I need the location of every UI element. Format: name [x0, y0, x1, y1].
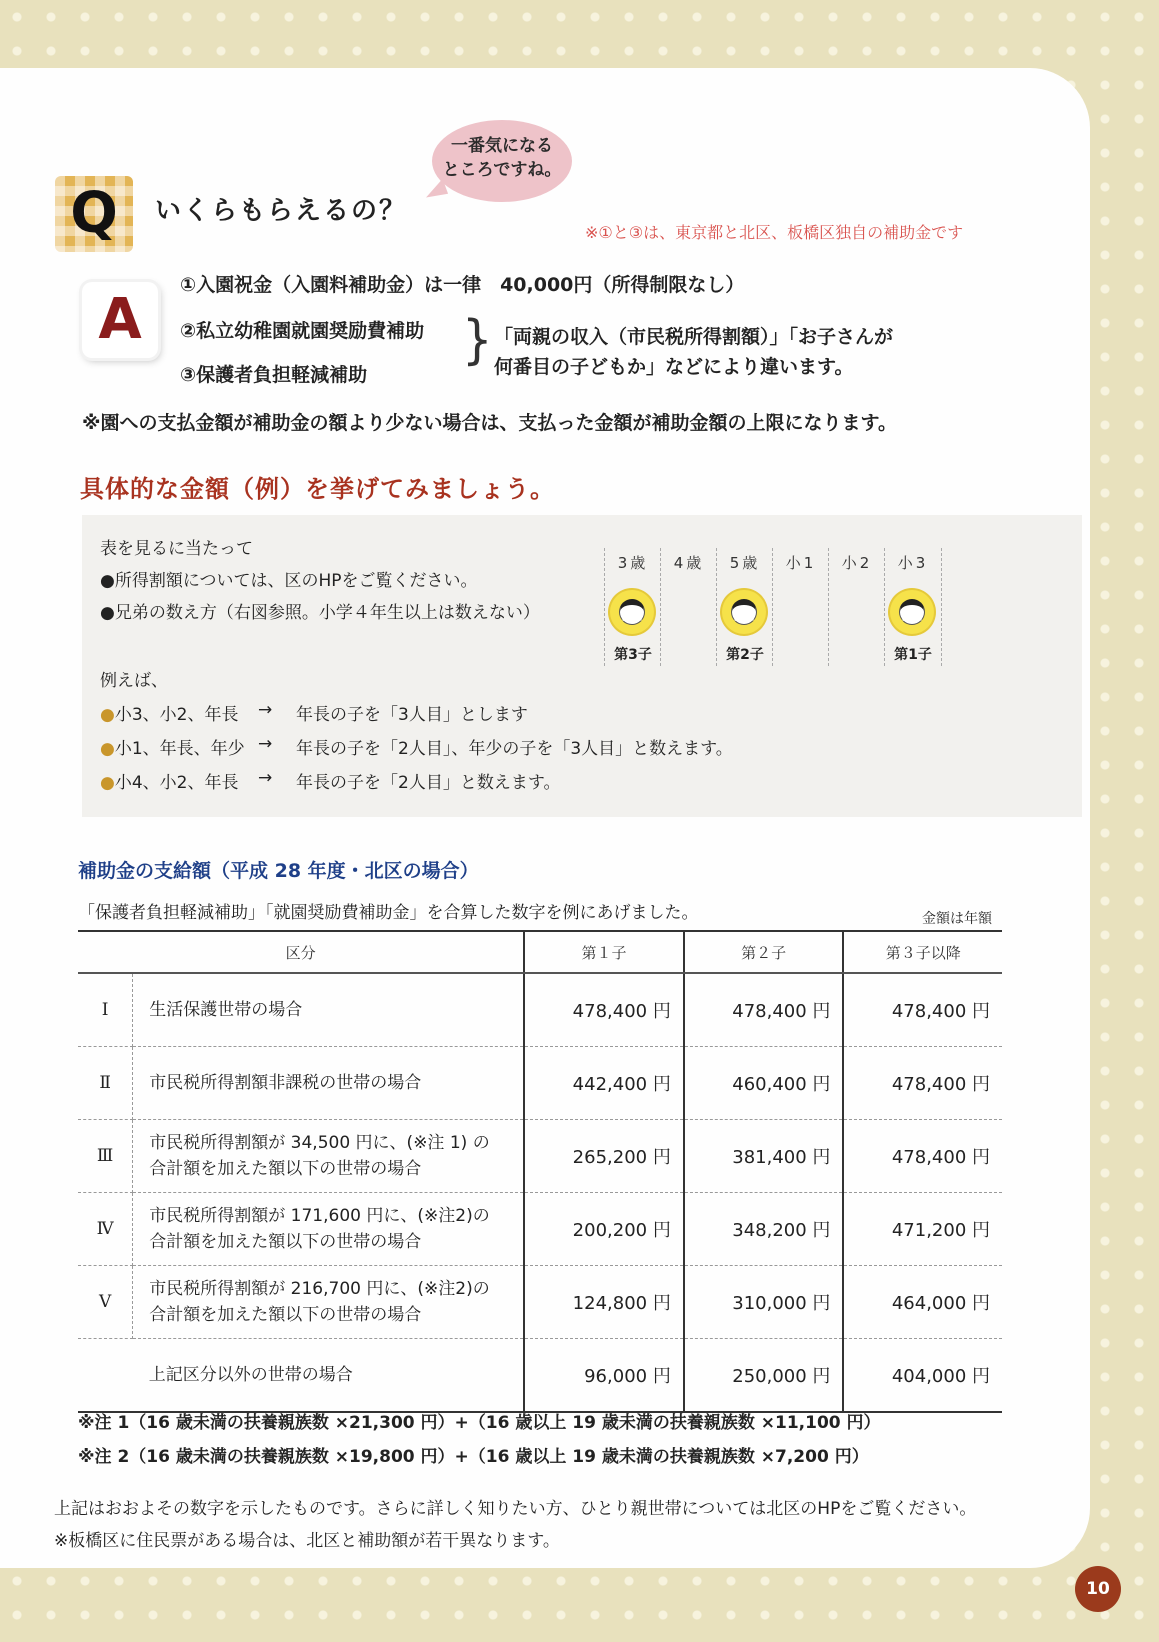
value-second-child: 478,400 円	[684, 973, 844, 1047]
row-number: Ⅱ	[78, 1047, 133, 1120]
row-description	[133, 973, 524, 1047]
age-column-5	[716, 548, 773, 666]
table-row	[78, 1047, 1002, 1120]
age-label: 小3	[897, 554, 929, 572]
bubble-line-1: 一番気になる	[451, 136, 553, 156]
case-arrow-3: →	[258, 768, 273, 788]
table-description: 「保護者負担軽減補助」「就園奨励費補助金」を合算した数字を例にあげました。	[78, 903, 699, 923]
case-left-1: 小3、小2、年長	[114, 705, 239, 725]
question-title: いくらもらえるの？	[155, 196, 408, 226]
footnote-2: ※注 2（16 歳未満の扶養親族数 ×19,800 円）+（16 歳以上 19 歳未満の扶養親族数 ×7,200 円）	[78, 1447, 869, 1467]
value-third-child: 404,000 円	[843, 1339, 1002, 1413]
case-left-3: 小4、小2、年長	[114, 773, 239, 793]
age-column-e2	[828, 548, 885, 666]
age-column-e3	[884, 548, 942, 666]
case-row-3	[100, 768, 238, 793]
row-desc-line-2: 合計額を加えた額以下の世帯の場合	[149, 1305, 422, 1325]
case-right-3: 年長の子を「2人目」と数えます。	[296, 773, 561, 793]
row-description	[133, 1047, 524, 1120]
age-label: 小1	[785, 554, 817, 572]
row-desc-line-1: 市民税所得割額が 171,600 円に、(※注2)の	[149, 1206, 490, 1226]
brace-symbol: }	[462, 309, 493, 371]
row-desc-line-1: 生活保護世帯の場合	[149, 1000, 303, 1020]
table-row	[78, 1266, 1002, 1339]
table-unit: 金額は年額	[922, 911, 992, 927]
value-first-child: 478,400 円	[524, 973, 684, 1047]
row-desc-line-1: 上記区分以外の世帯の場合	[148, 1365, 353, 1385]
case-dot-1: ●	[100, 705, 115, 725]
child-face-icon	[610, 590, 654, 634]
age-column-e1	[772, 548, 829, 666]
answer-item-1: ①入園祝金（入園料補助金）は一律 40,000円（所得制限なし）	[180, 274, 745, 296]
header-second-child: 第２子	[684, 931, 844, 973]
case-right-2: 年長の子を「2人目」、年少の子を「3人目」と数えます。	[296, 739, 733, 759]
footnote-1: ※注 1（16 歳未満の扶養親族数 ×21,300 円）+（16 歳以上 19 歳未満の扶養親族数 ×11,100 円）	[78, 1413, 881, 1433]
row-desc-line-1: 市民税所得割額非課税の世帯の場合	[149, 1073, 422, 1093]
case-left-2: 小1、年長、年少	[114, 739, 245, 759]
example-heading: 具体的な金額（例）を挙げてみましょう。	[80, 475, 555, 503]
value-third-child: 478,400 円	[843, 1120, 1002, 1193]
example-intro: 表を見るに当たって	[100, 539, 253, 559]
row-number: Ⅴ	[78, 1266, 133, 1339]
case-arrow-2: →	[258, 734, 273, 754]
value-first-child: 265,200 円	[524, 1120, 684, 1193]
case-dot-3: ●	[100, 773, 115, 793]
header-category: 区分	[78, 931, 524, 973]
table-title: 補助金の支給額（平成 28 年度・北区の場合）	[78, 860, 479, 882]
row-number: Ⅳ	[78, 1193, 133, 1266]
value-third-child: 471,200 円	[843, 1193, 1002, 1266]
payment-note: ※園への支払金額が補助金の額より少ない場合は、支払った金額が補助金額の上限になります。	[82, 412, 897, 434]
row-desc-line-1: 市民税所得割額が 216,700 円に、(※注2)の	[149, 1279, 490, 1299]
row-description	[133, 1339, 524, 1413]
value-second-child: 310,000 円	[684, 1266, 844, 1339]
answer-item-3: ③保護者負担軽減補助	[180, 364, 368, 386]
example-bullet-2: ●兄弟の数え方（右図参照。小学４年生以上は数えない）	[100, 603, 540, 623]
speech-bubble	[432, 120, 572, 202]
example-bullet-1: ●所得割額については、区のHPをご覧ください。	[100, 571, 478, 591]
value-third-child: 464,000 円	[843, 1266, 1002, 1339]
brace-text-1: 「両親の収入（市民税所得割額）」「お子さんが	[494, 326, 894, 348]
row-number: Ⅲ	[78, 1120, 133, 1193]
row-description	[133, 1193, 524, 1266]
value-second-child: 250,000 円	[684, 1339, 844, 1413]
row-desc-line-2: 合計額を加えた額以下の世帯の場合	[149, 1232, 422, 1252]
child-face-icon	[722, 590, 766, 634]
table-row	[78, 1339, 1002, 1413]
example-lead: 例えば、	[100, 671, 168, 691]
footer-note-2: ※板橋区に住民票がある場合は、北区と補助額が若干異なります。	[54, 1531, 560, 1551]
page-number: 10	[1075, 1566, 1121, 1612]
value-first-child: 442,400 円	[524, 1047, 684, 1120]
child-face-icon	[890, 590, 934, 634]
table-row	[78, 1120, 1002, 1193]
value-first-child: 200,200 円	[524, 1193, 684, 1266]
footer-note-1: 上記はおおよその数字を示したものです。さらに詳しく知りたい方、ひとり親世帯については北区のHPをご覧ください。	[54, 1499, 977, 1519]
value-second-child: 381,400 円	[684, 1120, 844, 1193]
age-label: 5歳	[729, 554, 761, 572]
region-note: ※①と③は、東京都と北区、板橋区独自の補助金です	[585, 223, 964, 242]
subsidy-table	[78, 930, 1002, 1413]
answer-item-2: ②私立幼稚園就園奨励費補助	[180, 320, 425, 342]
value-second-child: 460,400 円	[684, 1047, 844, 1120]
row-number: Ⅰ	[78, 973, 133, 1047]
value-third-child: 478,400 円	[843, 1047, 1002, 1120]
value-second-child: 348,200 円	[684, 1193, 844, 1266]
header-first-child: 第１子	[524, 931, 684, 973]
table-header-row	[78, 931, 1002, 973]
row-description	[133, 1120, 524, 1193]
table-row	[78, 973, 1002, 1047]
row-desc-line-1: 市民税所得割額が 34,500 円に、(※注 1) の	[149, 1133, 490, 1153]
answer-mark: A	[82, 282, 158, 358]
case-dot-2: ●	[100, 739, 115, 759]
child-label-first: 第1子	[894, 647, 932, 663]
row-desc-line-2: 合計額を加えた額以下の世帯の場合	[149, 1159, 422, 1179]
case-row-2	[100, 734, 245, 759]
row-description	[133, 1266, 524, 1339]
header-third-child: 第３子以降	[843, 931, 1002, 973]
row-number	[78, 1339, 133, 1413]
case-right-1: 年長の子を「3人目」とします	[296, 705, 528, 725]
table-row	[78, 1193, 1002, 1266]
child-label-second: 第2子	[726, 647, 764, 663]
age-label: 4歳	[673, 554, 705, 572]
brace-text-2: 何番目の子どもか」などにより違います。	[494, 356, 854, 378]
age-label: 3歳	[617, 554, 649, 572]
age-column-3	[604, 548, 661, 666]
value-first-child: 96,000 円	[524, 1339, 684, 1413]
question-mark: Q	[55, 176, 133, 252]
case-arrow-1: →	[258, 700, 273, 720]
bubble-line-2: ところですね。	[442, 160, 562, 180]
value-first-child: 124,800 円	[524, 1266, 684, 1339]
case-row-1	[100, 700, 238, 725]
age-column-4	[660, 548, 717, 666]
child-label-third: 第3子	[614, 647, 652, 663]
value-third-child: 478,400 円	[843, 973, 1002, 1047]
age-label: 小2	[841, 554, 873, 572]
